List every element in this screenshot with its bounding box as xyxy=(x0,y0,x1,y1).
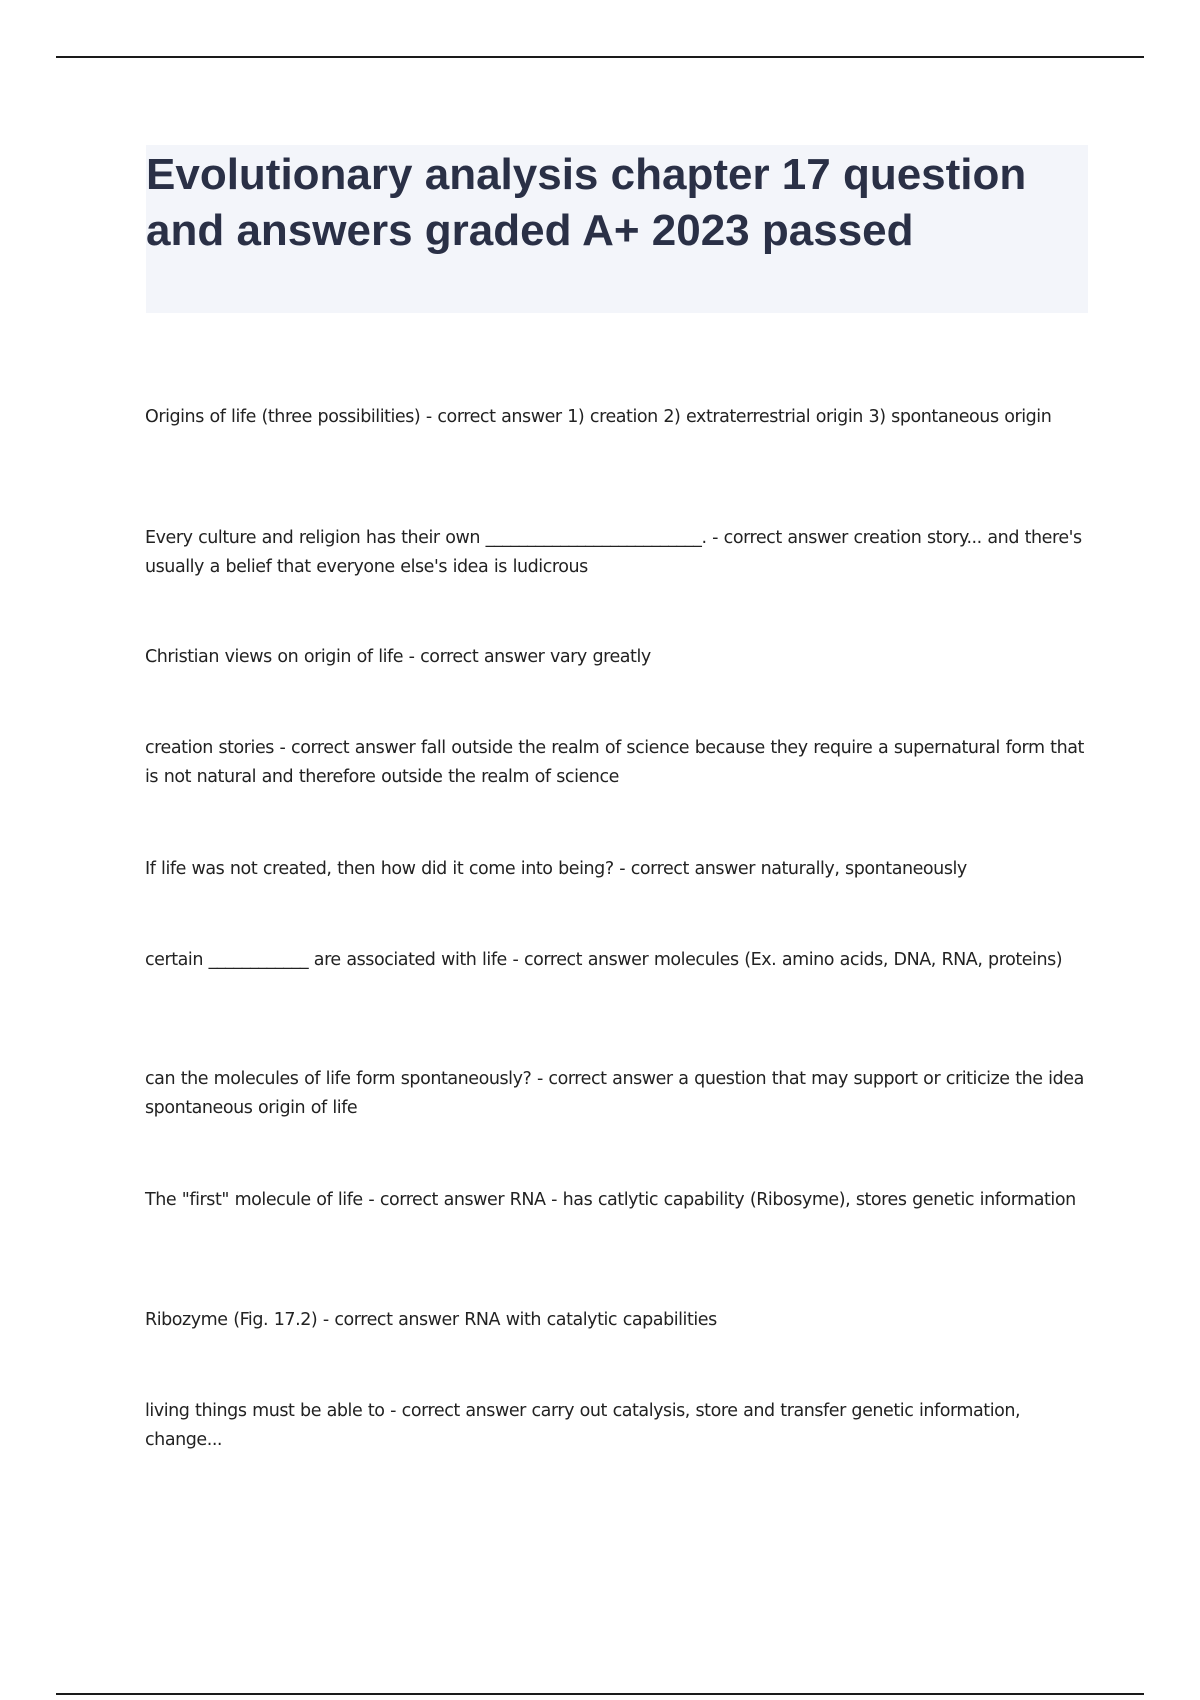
qa-item: can the molecules of life form spontaneously? - correct answer a question that may support or criticize the idea spontaneous origin of life xyxy=(145,1069,1084,1118)
document-title: Evolutionary analysis chapter 17 question and answers graded A+ 2023 passed xyxy=(146,150,1027,255)
title-banner xyxy=(146,145,1088,313)
top-divider xyxy=(56,56,1144,58)
qa-item: If life was not created, then how did it come into being? - correct answer naturally, spontaneously xyxy=(145,859,967,879)
qa-item: living things must be able to - correct answer carry out catalysis, store and transfer genetic information, change... xyxy=(145,1401,1021,1450)
qa-item: Christian views on origin of life - correct answer vary greatly xyxy=(145,647,651,667)
bottom-divider xyxy=(56,1693,1144,1695)
qa-item: The "first" molecule of life - correct answer RNA - has catlytic capability (Ribosyme), stores genetic information xyxy=(145,1190,1076,1210)
qa-item: Ribozyme (Fig. 17.2) - correct answer RNA with catalytic capabilities xyxy=(145,1310,717,1330)
qa-item: certain ____________ are associated with life - correct answer molecules (Ex. amino acids, DNA, RNA, proteins) xyxy=(145,950,1063,970)
qa-item: creation stories - correct answer fall outside the realm of science because they require a supernatural form that is not natural and therefore outside the realm of science xyxy=(145,738,1084,787)
qa-item: Every culture and religion has their own __________________________. - correct answer creation story... and there's usually a belief that everyone else's idea is ludicrous xyxy=(145,528,1082,577)
qa-item: Origins of life (three possibilities) - correct answer 1) creation 2) extraterrestrial origin 3) spontaneous origin xyxy=(145,407,1052,427)
